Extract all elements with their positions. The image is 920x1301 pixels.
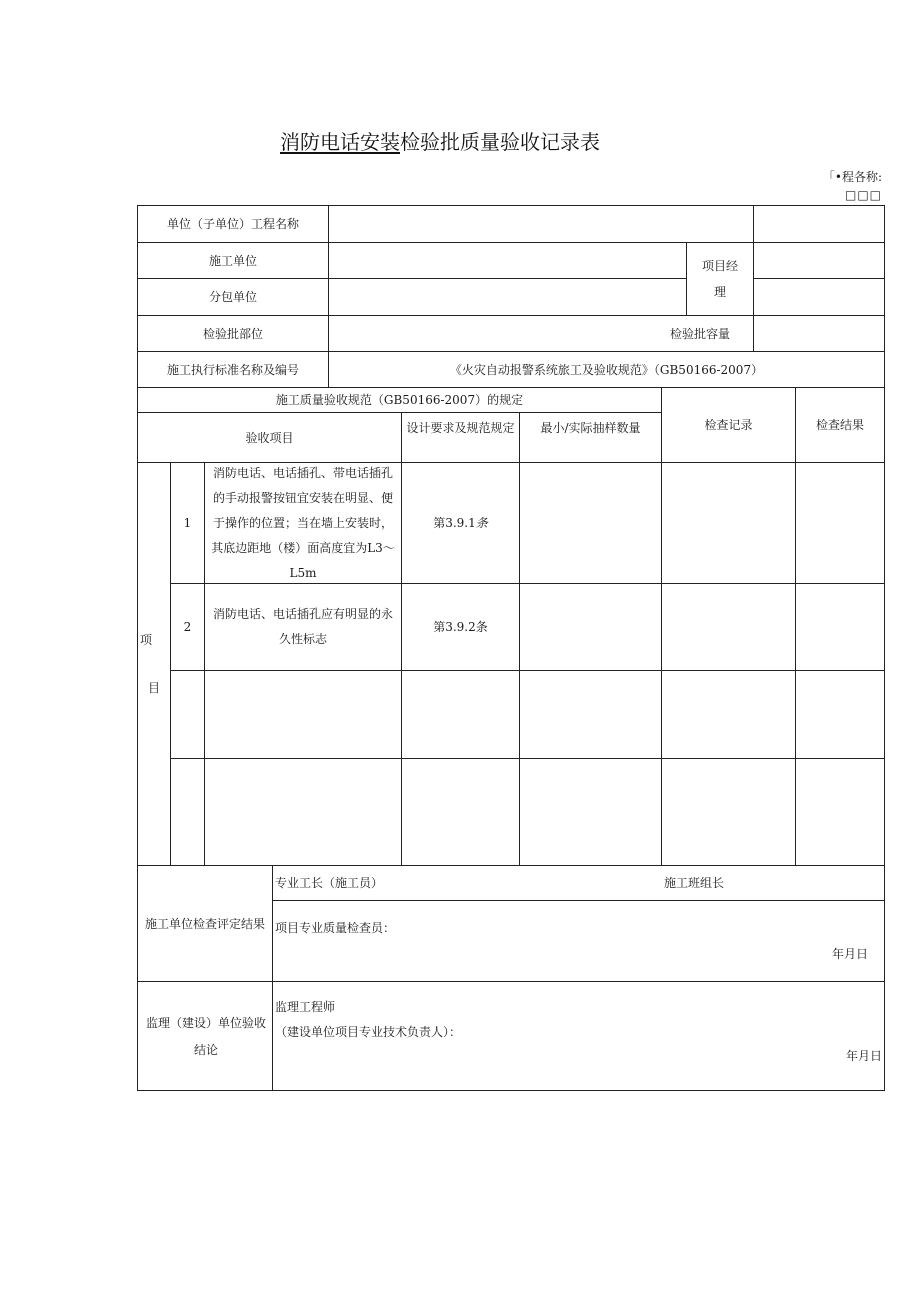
table-line xyxy=(272,900,885,901)
team-leader-label: 施工班组长 xyxy=(664,876,725,890)
title-rest: 检验批质量验收记录表 xyxy=(400,130,600,154)
subcontract-unit-label: 分包单位 xyxy=(208,290,257,304)
standard-label: 施工执行标准名称及编号 xyxy=(166,362,299,377)
item-2-number: 2 xyxy=(183,620,192,634)
table-line xyxy=(170,670,885,671)
standard-value: 《火灾自动报警系统旅工及验收规范》（GB50166-2007） xyxy=(449,362,764,377)
table-line xyxy=(884,205,885,1091)
table-line xyxy=(137,1090,885,1091)
project-name-boxes: □□□ xyxy=(844,188,882,202)
item-1-clause-number: 第3.9.1 xyxy=(433,516,476,530)
supervision-date: 年月日 xyxy=(845,1049,882,1063)
sample-qty-header: 最小/实际抽样数量 xyxy=(540,421,641,435)
item-1-text: 消防电话、电话插孔、带电话插孔的手动报警按钮宜安装在明显、便于操作的位置；当在墙上安装时，其底边距地（楼）面高度宜为L3～L5m xyxy=(211,465,395,580)
acceptance-item-header: 验收项目 xyxy=(245,430,294,445)
side-label-top: 项 xyxy=(140,633,153,647)
construction-date: 年月日 xyxy=(831,947,868,961)
item-1-number: 1 xyxy=(183,516,192,530)
check-record-header: 检查记录 xyxy=(704,418,753,432)
item-1-clause-suffix: 条 xyxy=(475,516,488,530)
table-line xyxy=(686,242,687,315)
construction-eval-label: 施工单位检查评定结果 xyxy=(144,916,265,931)
project-manager-label: 项目经理 xyxy=(702,259,739,299)
owner-rep-label: （建设单位项目专业技术负责人）： xyxy=(275,1025,462,1039)
table-line xyxy=(753,278,885,279)
table-line xyxy=(137,981,885,982)
title-underlined: 消防电话安装 xyxy=(280,130,400,154)
side-label-bottom: 目 xyxy=(148,681,161,695)
supervision-label: 监理（建设）单位验收结论 xyxy=(145,1016,266,1057)
project-name-label: 「•程各称: xyxy=(822,170,882,184)
table-line xyxy=(753,205,754,351)
table-line xyxy=(170,758,885,759)
supervision-engineer-label: 监理工程师 xyxy=(275,1000,336,1014)
spec-rule-header: 施工质量验收规范（GB50166-2007）的规定 xyxy=(275,393,524,407)
batch-location-label: 检验批部位 xyxy=(202,326,263,341)
foreman-label: 专业工长（施工员） xyxy=(275,876,384,890)
page-title xyxy=(0,126,880,155)
project-name-field xyxy=(823,168,882,204)
item-2-text: 消防电话、电话插孔应有明显的永久性标志 xyxy=(212,607,393,646)
design-req-header: 设计要求及规范规定 xyxy=(406,421,515,435)
check-result-header: 检查结果 xyxy=(815,418,864,432)
unit-project-name-label: 单位（子单位）工程名称 xyxy=(166,217,299,231)
item-1-clause xyxy=(402,463,519,583)
table-line xyxy=(519,412,520,865)
construction-unit-label: 施工单位 xyxy=(208,253,257,268)
inspector-label: 项目专业质量检查员： xyxy=(275,921,396,935)
batch-capacity-label: 检验批容量 xyxy=(669,326,730,341)
item-2-clause: 第3.9.2条 xyxy=(433,620,488,634)
